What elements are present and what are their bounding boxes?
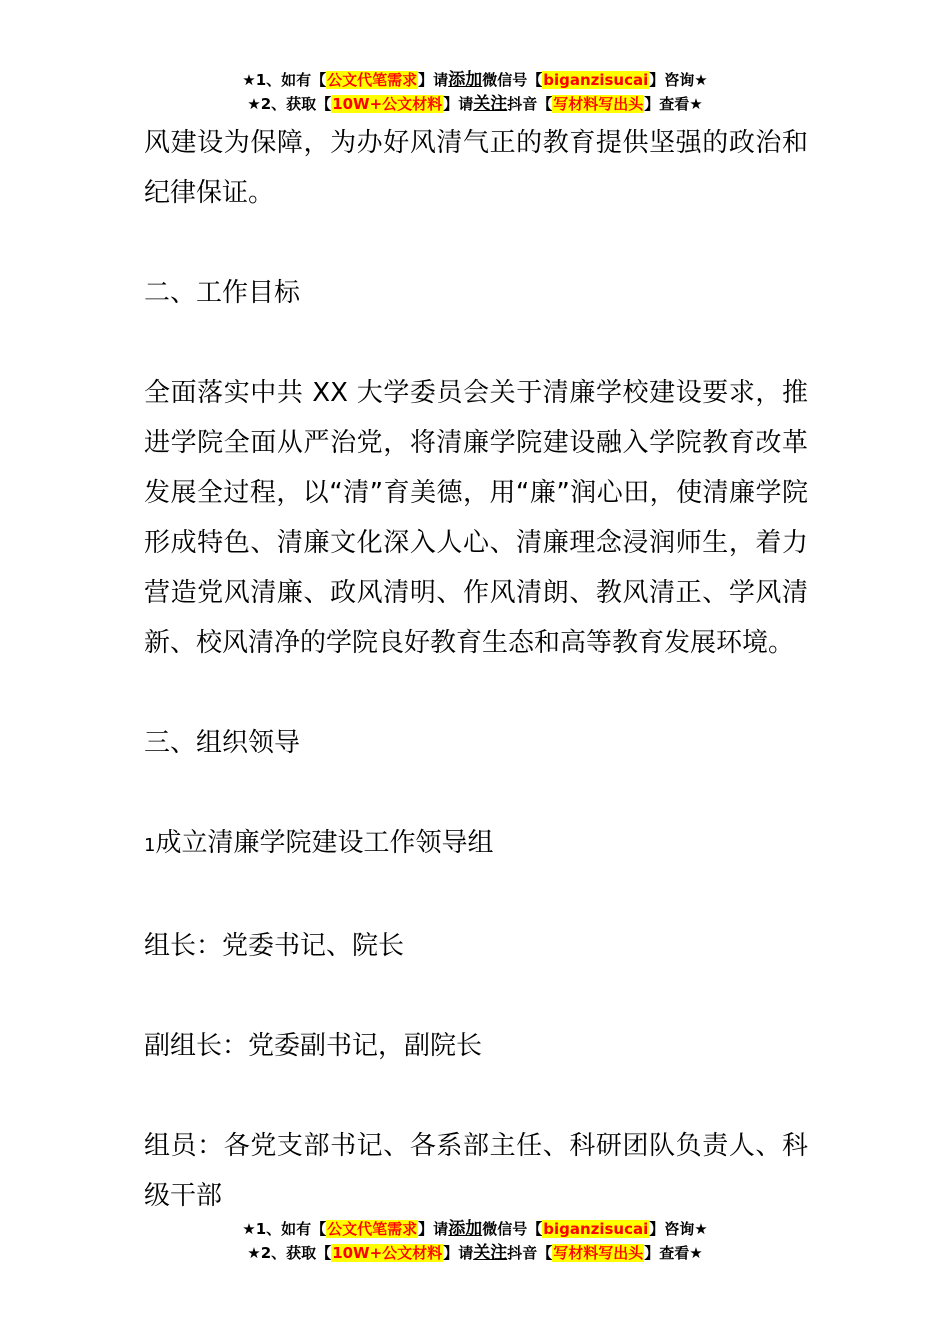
document-body bbox=[144, 118, 808, 1221]
members-line: 组员：各党支部书记、各系部主任、科研团队负责人、科级干部 bbox=[144, 1131, 808, 1211]
banner-text: 微信号【 bbox=[482, 71, 543, 89]
banner-text: 】请 bbox=[443, 1244, 474, 1262]
banner-highlight: 写材料写出头 bbox=[553, 1244, 644, 1262]
banner-highlight: 10W+公文材料 bbox=[332, 1244, 443, 1262]
banner-text: 】请 bbox=[418, 71, 449, 89]
banner-text: ★1、如有【 bbox=[242, 71, 327, 89]
banner-text: 抖音【 bbox=[507, 1244, 553, 1262]
banner-underlined: 添加 bbox=[448, 1219, 483, 1239]
leader-line: 组长：党委书记、院长 bbox=[144, 931, 405, 961]
banner-highlight: biganzisucai bbox=[543, 71, 649, 89]
list-item-1 bbox=[144, 818, 808, 871]
banner-highlight: 写材料写出头 bbox=[553, 95, 644, 113]
banner-text: ★1、如有【 bbox=[242, 1220, 327, 1238]
list-item-number: 1 bbox=[144, 835, 156, 856]
deputy-line: 副组长：党委副书记，副院长 bbox=[144, 1031, 483, 1061]
banner-text: 】咨询★ bbox=[649, 71, 708, 89]
banner-text: 】查看★ bbox=[644, 95, 703, 113]
footer-banner bbox=[0, 1217, 950, 1265]
banner-highlight: 公文代笔需求 bbox=[327, 71, 418, 89]
banner-line-2 bbox=[0, 92, 950, 116]
banner-line-1 bbox=[0, 1217, 950, 1241]
list-item-text: 成立清廉学院建设工作领导组 bbox=[155, 828, 494, 858]
banner-text: ★2、获取【 bbox=[247, 1244, 332, 1262]
section-heading-2: 二、工作目标 bbox=[144, 278, 301, 308]
banner-underlined: 添加 bbox=[448, 70, 483, 90]
paragraph-2: 全面落实中共 XX 大学委员会关于清廉学校建设要求，推进学院全面从严治党，将清廉学院建设融入学院教育改革发展全过程，以“清”育美德，用“廉”润心田，使清廉学院形成特色、清廉文化深入人心、清廉理念浸润师生，着力营造党风清廉、政风清明、作风清朗、教风清正、学风清新、校风清净的学院良好教育生态和高等教育发展环境。 bbox=[144, 378, 808, 658]
paragraph-1: 风建设为保障，为办好风清气正的教育提供坚强的政治和纪律保证。 bbox=[144, 128, 808, 208]
banner-line-1 bbox=[0, 68, 950, 92]
banner-underlined: 关注 bbox=[473, 94, 508, 114]
header-banner bbox=[0, 68, 950, 116]
banner-text: 】查看★ bbox=[644, 1244, 703, 1262]
section-heading-3: 三、组织领导 bbox=[144, 728, 301, 758]
banner-text: 】请 bbox=[443, 95, 474, 113]
banner-text: 】咨询★ bbox=[649, 1220, 708, 1238]
banner-text: 】请 bbox=[418, 1220, 449, 1238]
banner-line-2 bbox=[0, 1241, 950, 1265]
banner-highlight: 公文代笔需求 bbox=[327, 1220, 418, 1238]
banner-highlight: biganzisucai bbox=[543, 1220, 649, 1238]
banner-text: ★2、获取【 bbox=[247, 95, 332, 113]
banner-text: 微信号【 bbox=[482, 1220, 543, 1238]
banner-underlined: 关注 bbox=[473, 1243, 508, 1263]
banner-text: 抖音【 bbox=[507, 95, 553, 113]
banner-highlight: 10W+公文材料 bbox=[332, 95, 443, 113]
